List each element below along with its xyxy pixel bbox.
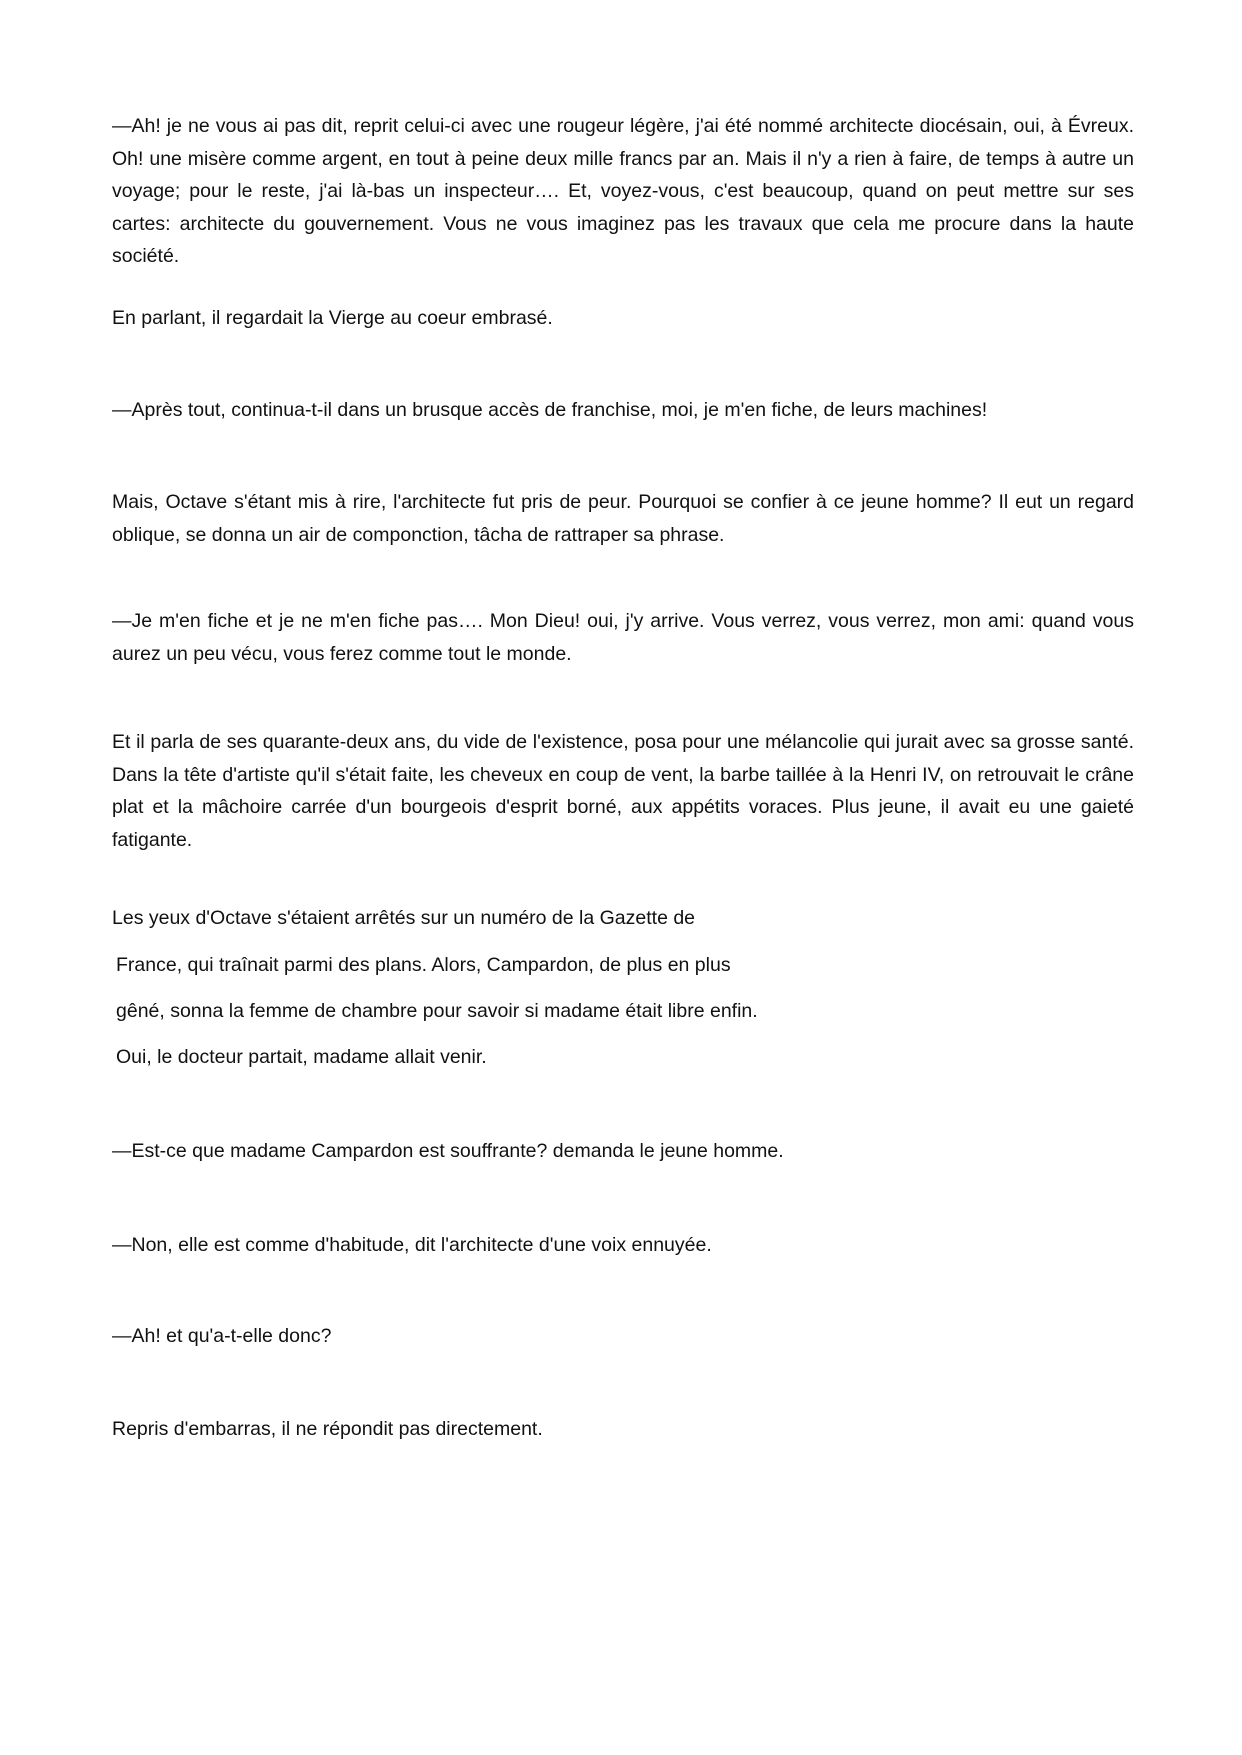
gazette-line-1: Les yeux d'Octave s'étaient arrêtés sur un numéro de la Gazette de [112, 907, 696, 929]
paragraph-qu-a-t-elle: —Ah! et qu'a-t-elle donc? [112, 1325, 332, 1347]
paragraph-franchise: —Après tout, continua-t-il dans un brusque accès de franchise, moi, je m'en fiche, de leurs machines! [112, 399, 988, 421]
paragraph-mon-dieu: —Je m'en fiche et je ne m'en fiche pas…. Mon Dieu! oui, j'y arrive. Vous verrez, vous verrez, mon ami: quand vous aurez un peu vécu, vous ferez comme tout le monde. [112, 610, 1134, 665]
gazette-line-3: gêné, sonna la femme de chambre pour savoir si madame était libre enfin. [116, 1000, 758, 1022]
paragraph-habitude: —Non, elle est comme d'habitude, dit l'architecte d'une voix ennuyée. [112, 1234, 712, 1256]
paragraph-souffrante: —Est-ce que madame Campardon est souffrante? demanda le jeune homme. [112, 1140, 784, 1162]
paragraph-virgin: En parlant, il regardait la Vierge au coeur embrasé. [112, 307, 553, 329]
paragraph-octave-laughs: Mais, Octave s'étant mis à rire, l'architecte fut pris de peur. Pourquoi se confier à ce jeune homme? Il eut un regard oblique, se donna un air de componction, tâcha de rattraper sa phrase. [112, 491, 1134, 546]
paragraph-architect-appointment: —Ah! je ne vous ai pas dit, reprit celui-ci avec une rougeur légère, j'ai été nommé architecte diocésain, oui, à Évreux. Oh! une misère comme argent, en tout à peine deux mille francs par an. Mais il n'y a rien à faire, de temps à autre un voyage; pour le reste, j'ai là-bas un inspecteur…. Et, voyez-vous, c'est beaucoup, quand on peut mettre sur ses cartes: architecte du gouvernement. Vous ne vous imaginez pas les travaux que cela me procure dans la haute société. [112, 115, 1134, 267]
paragraph-forty-two-years: Et il parla de ses quarante-deux ans, du vide de l'existence, posa pour une mélancolie qui jurait avec sa grosse santé. Dans la tête d'artiste qu'il s'était faite, les cheveux en coup de vent, la barbe taillée à la Henri IV, on retrouvait le crâne plat et la mâchoire carrée d'un bourgeois d'esprit borné, aux appétits voraces. Plus jeune, il avait eu une gaieté fatigante. [112, 731, 1134, 851]
gazette-line-2: France, qui traînait parmi des plans. Alors, Campardon, de plus en plus [116, 954, 731, 976]
gazette-line-4: Oui, le docteur partait, madame allait venir. [116, 1046, 487, 1068]
paragraph-embarras: Repris d'embarras, il ne répondit pas directement. [112, 1418, 543, 1440]
